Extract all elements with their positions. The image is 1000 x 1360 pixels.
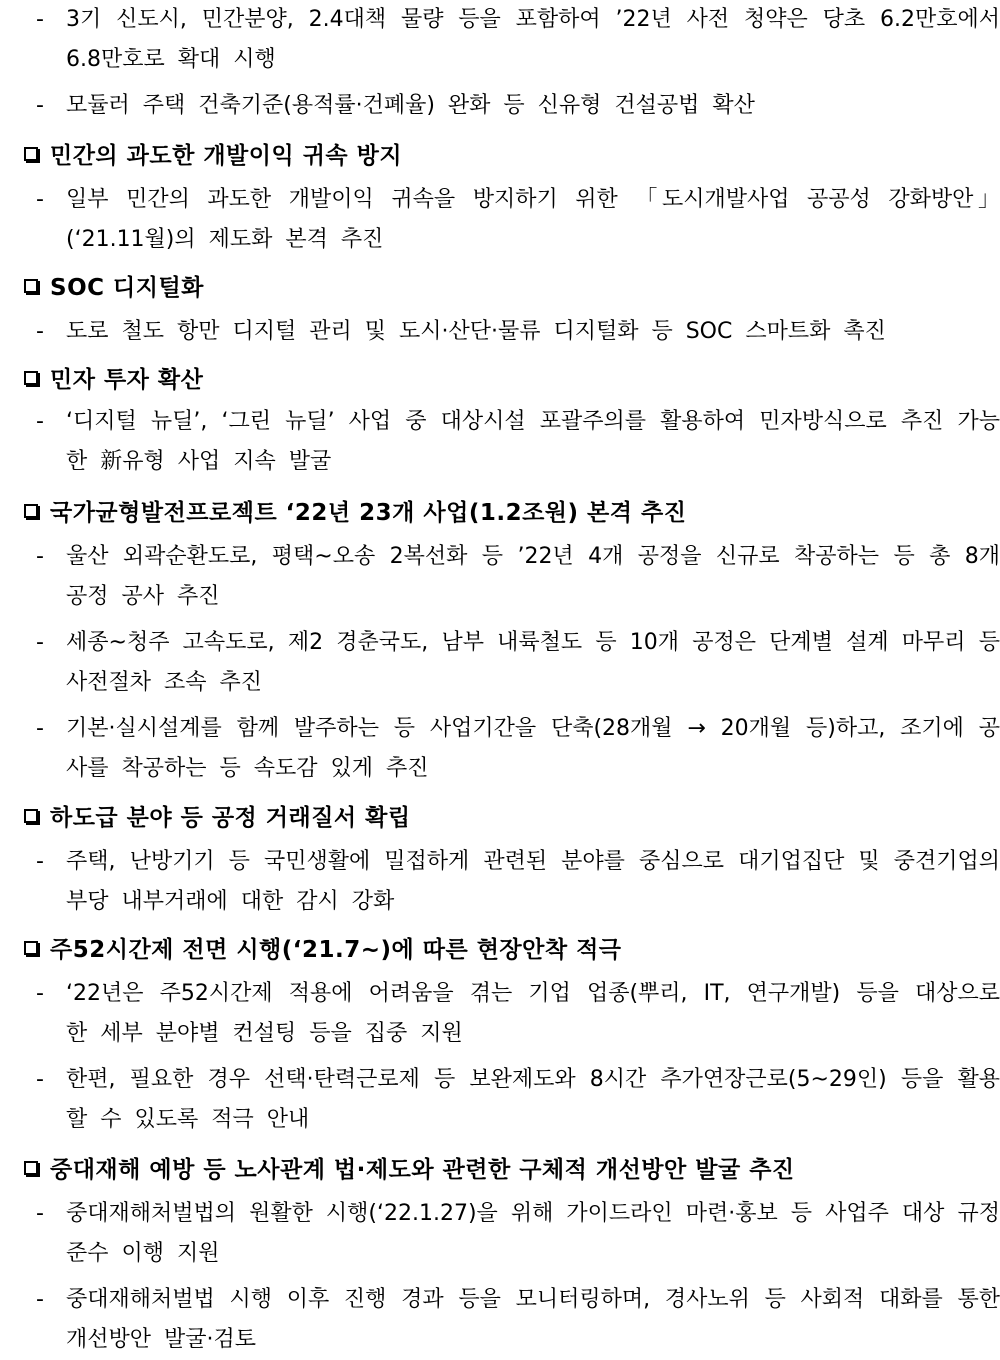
item-text: 세종~청주 고속도로, 제2 경춘국도, 남부 내륙철도 등 10개 공정은 단계별 설계 마무리 등 사전절차 조속 추진 xyxy=(66,630,1000,695)
item-text: 울산 외곽순환도로, 평택~오송 2복선화 등 ’22년 4개 공정을 신규로 착공하는 등 총 8개 공정 공사 추진 xyxy=(66,544,1000,609)
section-heading xyxy=(24,360,203,394)
section-heading xyxy=(24,798,411,832)
dash-bullet: - xyxy=(36,409,44,434)
section-heading xyxy=(24,930,622,964)
dash-bullet: - xyxy=(36,849,44,874)
dash-bullet: - xyxy=(36,1201,44,1226)
dash-bullet: - xyxy=(36,981,44,1006)
section-heading-text: 민간의 과도한 개발이익 귀속 방지 xyxy=(50,142,403,169)
dash-bullet: - xyxy=(36,630,44,655)
section-heading xyxy=(24,268,204,302)
dash-bullet: - xyxy=(36,1067,44,1092)
checkbox-square-icon xyxy=(24,504,38,518)
dash-bullet: - xyxy=(36,1287,44,1312)
section-heading-text: 주52시간제 전면 시행(‘21.7~)에 따른 현장안착 적극 xyxy=(50,936,622,963)
checkbox-square-icon xyxy=(24,941,38,955)
section-heading-text: 국가균형발전프로젝트 ‘22년 23개 사업(1.2조원) 본격 추진 xyxy=(50,499,687,526)
dash-bullet: - xyxy=(36,93,44,118)
dash-bullet: - xyxy=(36,319,44,344)
section-heading-text: SOC 디지털화 xyxy=(50,274,204,301)
checkbox-square-icon xyxy=(24,279,38,293)
item-text: ‘디지털 뉴딜’, ‘그린 뉴딜’ 사업 중 대상시설 포괄주의를 활용하여 민자방식으로 추진 가능한 新유형 사업 지속 발굴 xyxy=(66,409,1000,474)
dash-bullet: - xyxy=(36,544,44,569)
dash-bullet: - xyxy=(36,7,44,32)
item-text: 모듈러 주택 건축기준(용적률·건폐율) 완화 등 신유형 건설공법 확산 xyxy=(66,93,755,118)
checkbox-square-icon xyxy=(24,1161,38,1175)
item-text: 주택, 난방기기 등 국민생활에 밀접하게 관련된 분야를 중심으로 대기업집단 및 중견기업의 부당 내부거래에 대한 감시 강화 xyxy=(66,849,1000,914)
checkbox-square-icon xyxy=(24,809,38,823)
item-text: 중대재해처벌법의 원활한 시행(‘22.1.27)을 위해 가이드라인 마련·홍보 등 사업주 대상 규정 준수 이행 지원 xyxy=(66,1201,1000,1266)
section-heading-text: 하도급 분야 등 공정 거래질서 확립 xyxy=(50,804,411,831)
section-heading-text: 민자 투자 확산 xyxy=(50,366,204,393)
item-text: ‘22년은 주52시간제 적용에 어려움을 겪는 기업 업종(뿌리, IT, 연구개발) 등을 대상으로 한 세부 분야별 컨설팅 등을 집중 지원 xyxy=(66,981,1000,1046)
section-heading xyxy=(24,1150,795,1184)
section-heading xyxy=(24,493,686,527)
checkbox-square-icon xyxy=(24,147,38,161)
checkbox-square-icon xyxy=(24,371,38,385)
dash-bullet: - xyxy=(36,187,44,212)
item-text: 도로 철도 항만 디지털 관리 및 도시·산단·물류 디지털화 등 SOC 스마트화 촉진 xyxy=(66,319,886,344)
item-text: 일부 민간의 과도한 개발이익 귀속을 방지하기 위한 「도시개발사업 공공성 강화방안」(‘21.11월)의 제도화 본격 추진 xyxy=(66,187,1000,252)
item-text: 3기 신도시, 민간분양, 2.4대책 물량 등을 포함하여 ’22년 사전 청약은 당초 6.2만호에서 6.8만호로 확대 시행 xyxy=(66,7,1000,72)
item-text: 중대재해처벌법 시행 이후 진행 경과 등을 모니터링하며, 경사노위 등 사회적 대화를 통한 개선방안 발굴·검토 xyxy=(66,1287,1000,1352)
item-text: 기본·실시설계를 함께 발주하는 등 사업기간을 단축(28개월 → 20개월 등)하고, 조기에 공사를 착공하는 등 속도감 있게 추진 xyxy=(66,716,1000,781)
dash-bullet: - xyxy=(36,716,44,741)
section-heading xyxy=(24,136,402,170)
section-heading-text: 중대재해 예방 등 노사관계 법·제도와 관련한 구체적 개선방안 발굴 추진 xyxy=(50,1156,795,1183)
item-text: 한편, 필요한 경우 선택·탄력근로제 등 보완제도와 8시간 추가연장근로(5~29인) 등을 활용할 수 있도록 적극 안내 xyxy=(66,1067,1000,1132)
